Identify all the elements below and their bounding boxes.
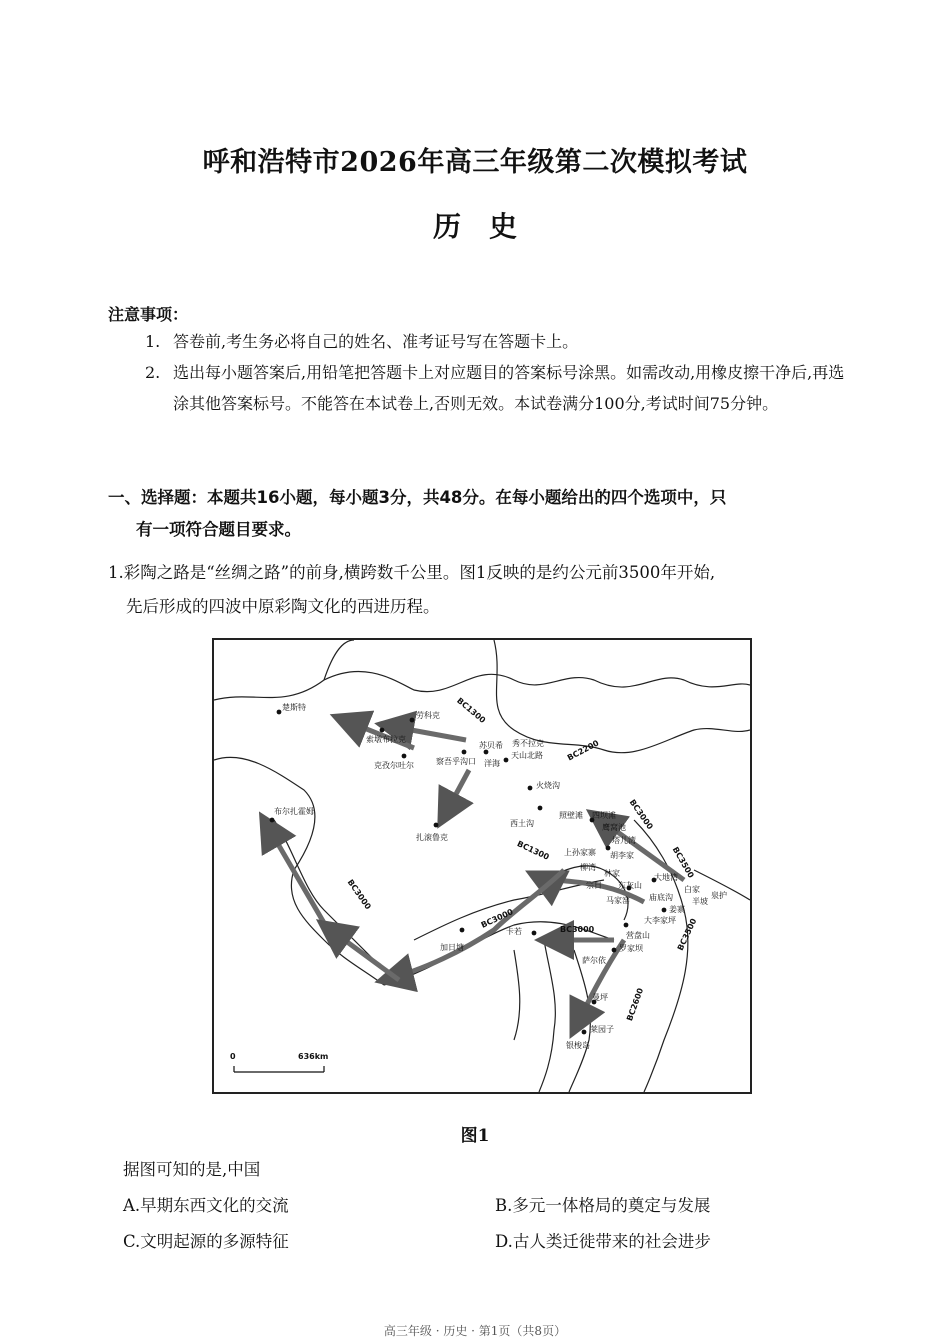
map-label: 洋海 — [484, 759, 500, 768]
map-label: 秀不拉克 — [512, 739, 544, 748]
map-label: 胡李家 — [610, 851, 634, 860]
map-label: 苏贝希 — [479, 741, 503, 750]
map-label: 索墩布拉克 — [366, 735, 406, 744]
section-heading-line1: 一、选择题：本题共16小题，每小题3分，共48分。在每小题给出的四个选项中，只 — [108, 488, 727, 507]
map-label: 罗家坝 — [619, 944, 643, 953]
era-label: BC1300 — [515, 839, 551, 862]
map-label: 半坡 — [692, 897, 708, 906]
era-label: BC3500 — [675, 917, 699, 952]
section-heading — [108, 482, 843, 546]
map-label: 林家 — [604, 869, 620, 878]
question-1-stem: 据图可知的是,中国 — [123, 1160, 261, 1179]
notice-item-1 — [145, 326, 845, 357]
section-heading-line2: 有一项符合题目要求。 — [136, 520, 301, 539]
map-label: 大李家坪 — [644, 916, 676, 925]
map-label: 上孙家寨 — [564, 848, 596, 857]
option-d[interactable]: D.古人类迁徙带来的社会进步 — [495, 1232, 711, 1251]
era-label: BC3000 — [479, 907, 515, 930]
map-label: 白家 — [684, 885, 700, 894]
question-1-text — [108, 556, 848, 624]
era-label: BC3000 — [560, 925, 595, 934]
map-label: 庙底沟 — [649, 893, 673, 902]
map-label: 克孜尔吐尔 — [374, 761, 414, 770]
option-a[interactable]: A.早期东西文化的交流 — [123, 1196, 289, 1215]
question-1-line2: 先后形成的四波中原彩陶文化的西进历程。 — [126, 597, 440, 616]
map-label: 楚斯特 — [282, 703, 306, 712]
map-label: 萨尔依 — [582, 956, 606, 965]
map-label: 莱园子 — [590, 1025, 614, 1034]
map-label: 火烧沟 — [536, 781, 560, 790]
era-label: BC2200 — [565, 738, 601, 763]
notice-item-text: 选出每小题答案后,用铅笔把答题卡上对应题目的答案标号涂黑。如需改动,用橡皮擦干净后,再选涂其他答案标号。不能答在本试卷上,否则无效。本试卷满分100分,考试时间75分钟。 — [173, 363, 845, 413]
map-label: 卡若 — [506, 927, 522, 936]
exam-title: 呼和浩特市2026年高三年级第二次模拟考试 — [202, 147, 748, 178]
map-label: 天山北路 — [511, 751, 543, 760]
era-label: BC3000 — [627, 797, 655, 832]
figure-1-map — [212, 638, 752, 1094]
map-label: 银梭岛 — [566, 1041, 590, 1050]
map-label: 加日塘 — [440, 943, 464, 952]
notice-item-number: 1. — [145, 332, 161, 351]
notice-heading: 注意事项： — [108, 305, 189, 324]
map-label: 姜寨 — [669, 905, 685, 914]
map-label: 泉护 — [711, 891, 727, 900]
map-label: 柳湾 — [580, 863, 596, 872]
map-label: 东灰山 — [618, 881, 642, 890]
page-footer: 高三年级 · 历史 · 第1页（共8页） — [383, 1324, 567, 1338]
map-label: 鹰窝池 — [602, 823, 626, 832]
map-label: 宗日 — [586, 881, 602, 890]
subject-title: 历史 — [432, 210, 545, 243]
map-label: 察吾乎沟口 — [436, 757, 476, 766]
notice-item-number: 2. — [145, 363, 161, 382]
scale-bar — [234, 1066, 324, 1072]
map-label: 营盘山 — [626, 931, 650, 940]
notice-item-text: 答卷前,考生务必将自己的姓名、准考证号写在答题卡上。 — [173, 332, 579, 351]
scale-zero: 0 — [230, 1052, 236, 1061]
era-label: BC1300 — [455, 696, 488, 725]
notice-item-2 — [145, 357, 845, 419]
era-label: BC3500 — [670, 845, 696, 880]
map-label: 四坝滩 — [592, 811, 616, 820]
option-b[interactable]: B.多元一体格局的奠定与发展 — [495, 1196, 711, 1215]
map-label: 布尔扎霍姆 — [274, 807, 314, 816]
question-1-line1: 1.彩陶之路是“丝绸之路”的前身,横跨数千公里。图1反映的是约公元前3500年开始, — [108, 563, 716, 582]
map-label: 扎滚鲁克 — [416, 833, 448, 842]
map-label: 大地湾 — [654, 873, 678, 882]
scale-label: 636km — [298, 1052, 329, 1061]
era-label: BC2600 — [625, 986, 646, 1023]
map-label: 塔儿湾 — [612, 836, 636, 845]
map-label: 劳科克 — [416, 711, 440, 720]
figure-caption: 图1 — [460, 1126, 490, 1146]
era-label: BC3000 — [345, 877, 373, 912]
map-label: 马家窑 — [606, 896, 630, 905]
map-label: 西土沟 — [510, 819, 534, 828]
option-c[interactable]: C.文明起源的多源特征 — [123, 1232, 289, 1251]
map-label: 曼坪 — [592, 993, 608, 1002]
map-label: 照壁滩 — [559, 811, 583, 820]
